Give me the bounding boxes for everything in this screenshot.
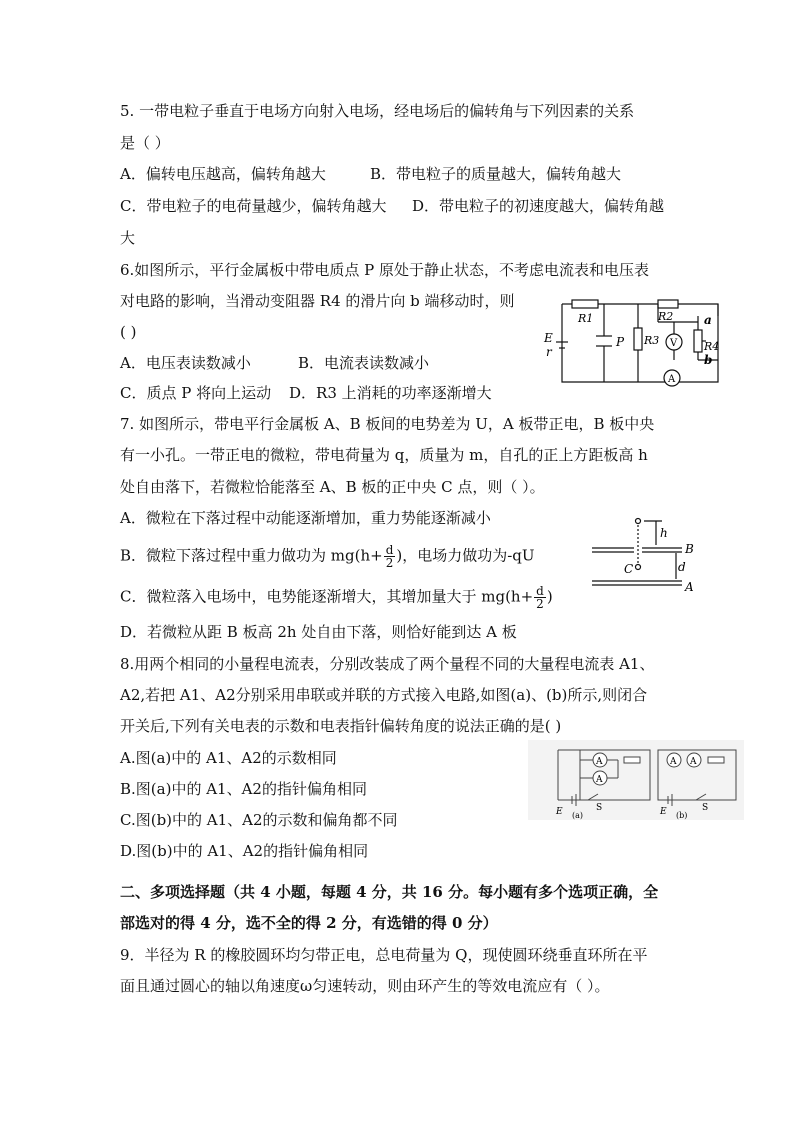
q6-figure-P: P [616, 335, 625, 349]
q8-figure-b1: A [670, 757, 677, 767]
q5-option-d: D．带电粒子的初速度越大，偏转角越 [412, 197, 665, 215]
q7-option-b-frac-num: d [385, 543, 394, 557]
q7-option-b-text-end: )，电场力做功为-qU [396, 546, 535, 565]
q6-figure-R1: R1 [578, 312, 594, 325]
q8-figure-E-b: E [660, 807, 667, 817]
q7-option-c-fraction [534, 585, 546, 610]
q8-figure-a1: A [596, 757, 603, 767]
q7-option-c-frac-num: d [536, 584, 544, 598]
q8-stem-line3: 开关后,下列有关电表的示数和电表指针偏转角度的说法正确的是( ) [120, 717, 562, 735]
q8-figure-S-a: S [596, 803, 603, 813]
q7-figure-h: h [660, 526, 668, 540]
q6-option-d: D．R3 上消耗的功率逐渐增大 [289, 384, 492, 402]
q5-option-d-cont: 大 [120, 229, 136, 247]
q8-stem-line2: A2,若把 A1、A2分别采用串联或并联的方式接入电路,如图(a)、(b)所示,则闭合 [120, 686, 648, 704]
q6-figure-V: V [670, 338, 678, 349]
section2-heading-line2: 部选对的得 4 分，选不全的得 2 分，有选错的得 0 分） [120, 914, 498, 932]
q8-figure-S-b: S [702, 803, 709, 813]
q8-figure-b2: A [690, 757, 697, 767]
q9-stem-line2: 面且通过圆心的轴以角速度ω匀速转动，则由环产生的等效电流应有（ ）。 [120, 977, 610, 995]
q8-option-b: B.图(a)中的 A1、A2的指针偏角相同 [120, 780, 367, 798]
q7-option-d: D．若微粒从距 B 板高 2h 处自由下落，则恰好能到达 A 板 [120, 623, 517, 641]
q6-figure-R3: R3 [644, 334, 660, 347]
q6-figure-E: E [544, 331, 553, 345]
q5-stem-line2: 是（ ） [120, 134, 170, 152]
q6-figure-R4: R4 [704, 340, 720, 353]
q8-figure-label-a: (a) [572, 811, 584, 820]
q7-stem-line3: 处自由落下，若微粒恰能落至 A、B 板的正中央 C 点，则（ ）。 [120, 478, 545, 496]
q7-option-b-text: B．微粒下落过程中重力做功为 mg(h+ [120, 546, 383, 565]
q5-option-c: C．带电粒子的电荷量越少，偏转角越大 [120, 197, 387, 215]
q6-circuit-figure [540, 292, 730, 388]
q8-figure-label-b: (b) [676, 811, 688, 820]
q7-option-b-fraction [384, 544, 396, 569]
q8-option-a: A.图(a)中的 A1、A2的示数相同 [120, 749, 337, 767]
q6-figure-b: b [704, 353, 713, 367]
q7-option-c [120, 585, 553, 610]
q7-option-b [120, 544, 535, 569]
q7-figure-d: d [678, 560, 686, 574]
q7-figure-B: B [685, 542, 694, 556]
q8-figure-a2: A [596, 775, 603, 785]
q8-figure-E-a: E [556, 807, 563, 817]
q6-figure-R2: R2 [658, 310, 674, 323]
q6-option-a: A．电压表读数减小 [120, 354, 251, 372]
q6-stem-line1: 6.如图所示，平行金属板中带电质点 P 原处于静止状态，不考虑电流表和电压表 [120, 261, 649, 279]
q7-option-c-frac-den: 2 [536, 597, 544, 611]
q7-figure-A: A [685, 580, 694, 594]
q8-option-c: C.图(b)中的 A1、A2的示数和偏角都不同 [120, 811, 398, 829]
q7-option-b-frac-den: 2 [385, 556, 394, 570]
q6-option-c: C．质点 P 将向上运动 [120, 384, 272, 402]
q9-stem-line1: 9．半径为 R 的橡胶圆环均匀带正电，总电荷量为 Q，现使圆环绕垂直环所在平 [120, 946, 648, 964]
q8-stem-line1: 8.用两个相同的小量程电流表，分别改装成了两个量程不同的大量程电流表 A1、 [120, 655, 655, 673]
q7-option-c-text: C．微粒落入电场中，电势能逐渐增大，其增加量大于 mg(h+ [120, 587, 534, 606]
q8-option-d: D.图(b)中的 A1、A2的指针偏角相同 [120, 842, 369, 860]
q6-figure-r: r [546, 345, 552, 359]
q7-stem-line2: 有一小孔。一带正电的微粒，带电荷量为 q，质量为 m，自孔的正上方距板高 h [120, 446, 648, 464]
q6-stem-line2: 对电路的影响，当滑动变阻器 R4 的滑片向 b 端移动时，则 [120, 292, 515, 310]
q5-option-b: B．带电粒子的质量越大，偏转角越大 [370, 165, 622, 183]
q6-figure-a: a [704, 313, 712, 327]
q7-plates-figure [592, 515, 702, 597]
q7-option-c-text-end: ) [546, 587, 553, 606]
q6-stem-line3: ( ) [120, 323, 137, 341]
q7-option-a: A．微粒在下落过程中动能逐渐增加，重力势能逐渐减小 [120, 509, 491, 527]
q8-ammeter-figure [528, 740, 744, 820]
q7-stem-line1: 7. 如图所示，带电平行金属板 A、B 板间的电势差为 U，A 板带正电，B 板中央 [120, 415, 655, 433]
q6-figure-A: A [668, 374, 676, 385]
section2-heading-line1: 二、多项选择题（共 4 小题，每题 4 分，共 16 分。每小题有多个选项正确，全 [120, 883, 659, 901]
q7-figure-C: C [624, 562, 634, 576]
q6-option-b: B．电流表读数减小 [298, 354, 430, 372]
q5-stem-line1: 5. 一带电粒子垂直于电场方向射入电场，经电场后的偏转角与下列因素的关系 [120, 102, 635, 120]
q5-option-a: A．偏转电压越高，偏转角越大 [120, 165, 326, 183]
